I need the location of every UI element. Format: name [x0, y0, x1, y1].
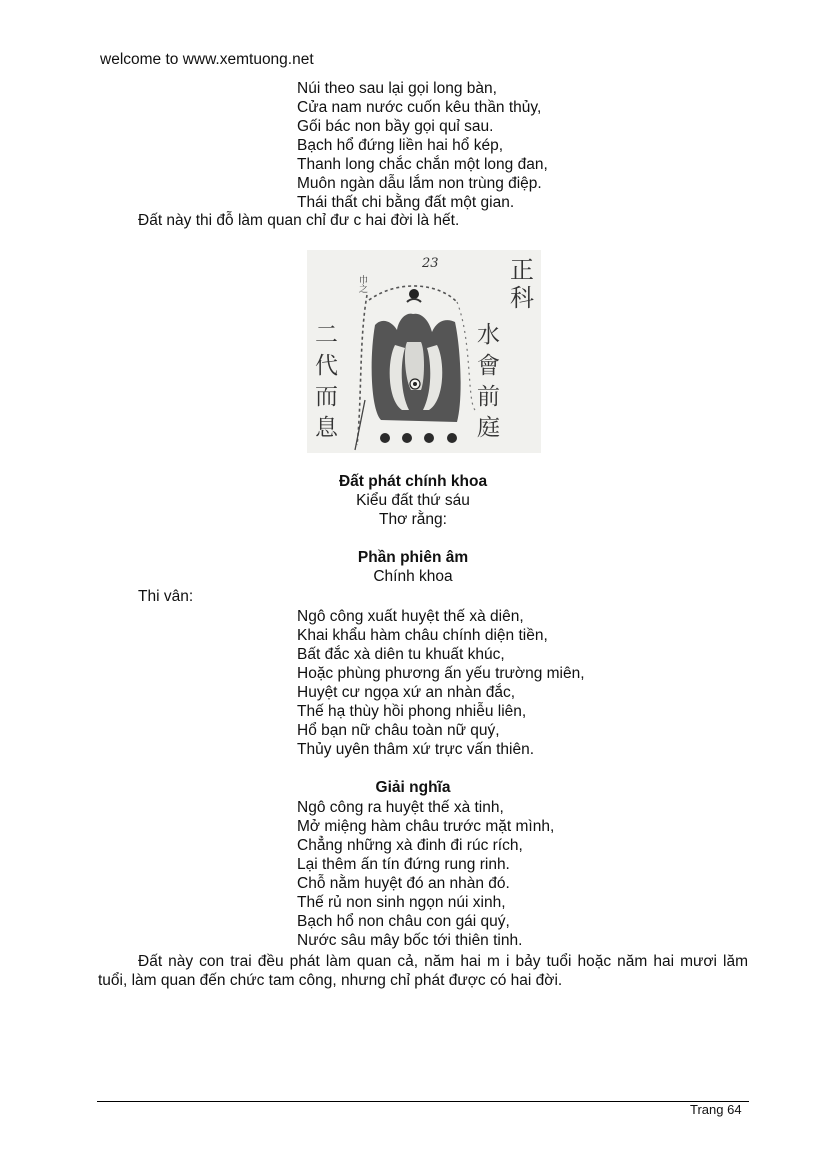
phienam-subheading: Chính khoa	[373, 568, 453, 585]
verse-line: Khai khẩu hàm châu chính diện tiền,	[297, 627, 548, 644]
verse-line: Huyệt cư ngọa xứ an nhàn đắc,	[297, 684, 516, 701]
verse-line: Ngô công xuất huyệt thế xà diên,	[297, 608, 524, 625]
closing-paragraph	[98, 952, 748, 990]
verse-line: Thanh long chắc chắn một long đan,	[297, 156, 548, 173]
section-subtitle: Kiểu đất thứ sáu	[356, 492, 470, 509]
section-intro: Thơ rằng:	[379, 511, 447, 528]
site-header: welcome to www.xemtuong.net	[100, 51, 314, 68]
verse-line: Hoặc phùng phương ấn yếu trường miên,	[297, 665, 585, 682]
verse-line: Thế rủ non sinh ngọn núi xinh,	[297, 894, 506, 911]
giainghia-heading: Giải nghĩa	[375, 779, 451, 796]
figure-number: 23	[422, 256, 439, 271]
figure-label-right-top: 正科	[510, 256, 534, 312]
verse-line: Nước sâu mây bốc tới thiên tinh.	[297, 932, 523, 949]
figure-small-mark: 巾之	[359, 275, 369, 294]
verse-line: Núi theo sau lại gọi long bàn,	[297, 80, 497, 97]
phienam-verse	[297, 607, 585, 759]
verse-line: Thủy uyên thâm xứ trực vấn thiên.	[297, 741, 534, 758]
verse-line: Chỗ nằm huyệt đó an nhàn đó.	[297, 875, 510, 892]
page-number: Trang 64	[690, 1102, 742, 1117]
verse-line: Bất đắc xà diên tu khuất khúc,	[297, 646, 505, 663]
diagram-drawing	[307, 250, 541, 453]
closing-text: Đất này con trai đều phát làm quan cả, năm hai m i bảy tuổi hoặc năm hai mươi lăm tuổi, làm quan đến chức tam công, nhưng chỉ phát được có hai đời.	[98, 953, 748, 989]
section-title: Đất phát chính khoa	[338, 473, 488, 490]
poem-1	[297, 79, 548, 212]
phienam-label: Thi vân:	[138, 588, 194, 605]
verse-line: Ngô công ra huyệt thế xà tinh,	[297, 799, 504, 816]
verse-line: Mở miệng hàm châu trước mặt mình,	[297, 818, 555, 835]
giainghia-verse	[297, 798, 554, 950]
figure-label-right-bottom: 水會前庭	[477, 322, 500, 441]
feng-shui-diagram	[307, 250, 541, 453]
verse-line: Muôn ngàn dẫu lắm non trùng điệp.	[297, 175, 542, 192]
verse-line: Thế hạ thùy hồi phong nhiễu liên,	[297, 703, 527, 720]
verse-line: Gối bác non bầy gọi quỉ sau.	[297, 118, 494, 135]
verse-line: Thái thất chi bằng đất một gian.	[297, 194, 515, 211]
figure-label-left: 二代而息	[315, 322, 338, 441]
verse-line: Cửa nam nước cuốn kêu thần thủy,	[297, 99, 542, 116]
verse-line: Chẳng những xà đinh đi rúc rích,	[297, 837, 523, 854]
phienam-heading: Phần phiên âm	[357, 549, 469, 566]
verse-line: Bạch hổ đứng liền hai hổ kép,	[297, 137, 503, 154]
verse-line: Hổ bạn nữ châu toàn nữ quý,	[297, 722, 500, 739]
verse-line: Lại thêm ấn tín đứng rung rinh.	[297, 856, 510, 873]
footer-rule	[97, 1101, 749, 1102]
note-paragraph: Đất này thi đỗ làm quan chỉ đư c hai đời là hết.	[138, 212, 460, 229]
verse-line: Bạch hổ non châu con gái quý,	[297, 913, 510, 930]
